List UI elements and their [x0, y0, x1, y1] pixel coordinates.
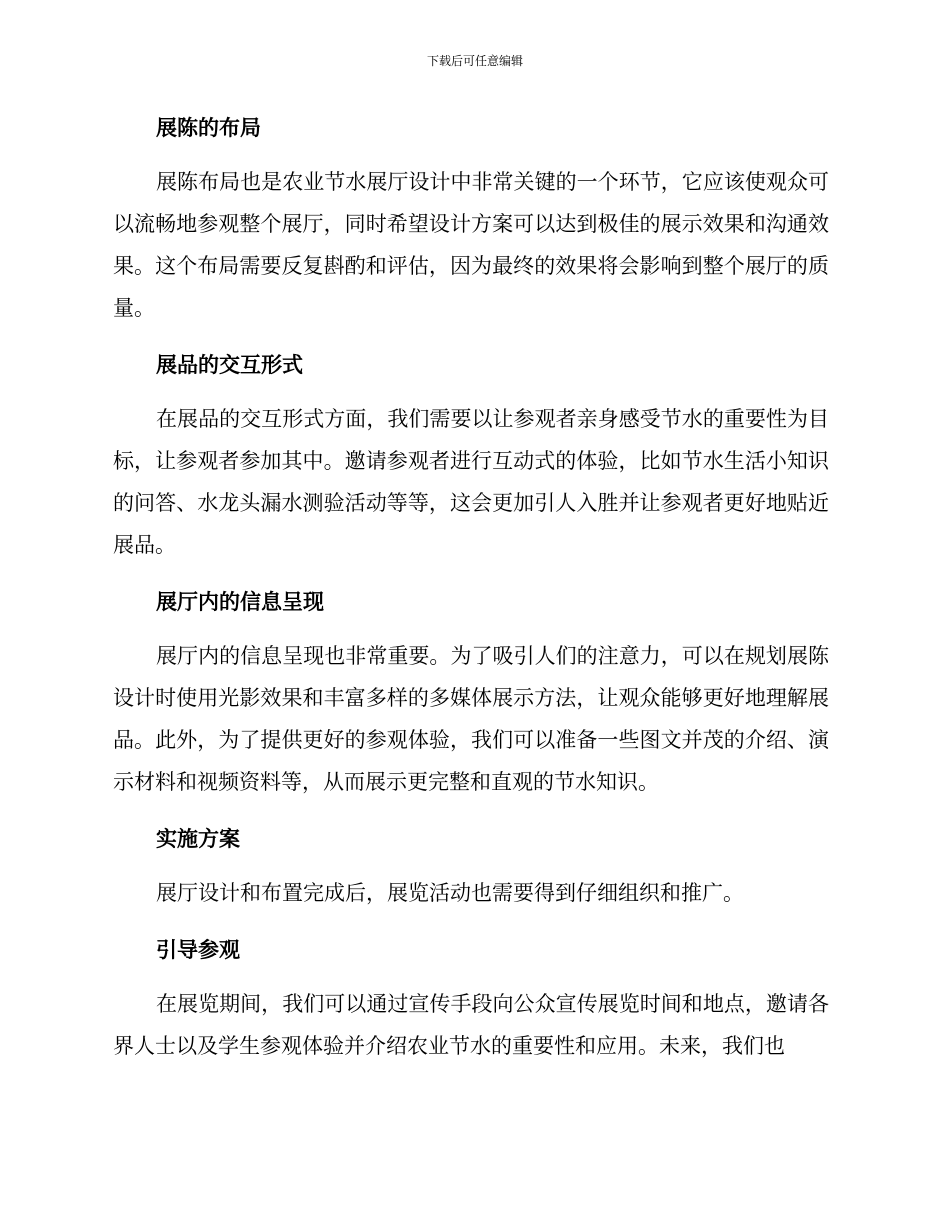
section-heading: 展厅内的信息呈现 — [156, 590, 324, 614]
section-paragraph: 在展览期间，我们可以通过宣传手段向公众宣传展览时间和地点，邀请各界人士以及学生参观体验并介绍农业节水的重要性和应用。未来，我们也 — [113, 992, 829, 1058]
section-heading: 引导参观 — [156, 938, 240, 962]
section-heading: 展品的交互形式 — [156, 353, 303, 377]
section-paragraph: 展厅设计和布置完成后，展览活动也需要得到仔细组织和推广。 — [156, 881, 744, 905]
section-heading: 展陈的布局 — [156, 116, 261, 140]
section-heading: 实施方案 — [156, 827, 240, 851]
section-paragraph: 展厅内的信息呈现也非常重要。为了吸引人们的注意力，可以在规划展陈设计时使用光影效果和丰富多样的多媒体展示方法，让观众能够更好地理解展品。此外，为了提供更好的参观体验，我们可以准备一些图文并茂的介绍、演示材料和视频资料等，从而展示更完整和直观的节水知识。 — [113, 644, 829, 794]
section-paragraph: 展陈布局也是农业节水展厅设计中非常关键的一个环节，它应该使观众可以流畅地参观整个展厅，同时希望设计方案可以达到极佳的展示效果和沟通效果。这个布局需要反复斟酌和评估，因为最终的效果将会影响到整个展厅的质量。 — [113, 170, 829, 320]
document-body — [113, 108, 829, 1067]
section-paragraph: 在展品的交互形式方面，我们需要以让参观者亲身感受节水的重要性为目标，让参观者参加其中。邀请参观者进行互动式的体验，比如节水生活小知识的问答、水龙头漏水测验活动等等，这会更加引人入胜并让参观者更好地贴近展品。 — [113, 407, 829, 557]
page-header-note: 下载后可任意编辑 — [426, 54, 523, 68]
